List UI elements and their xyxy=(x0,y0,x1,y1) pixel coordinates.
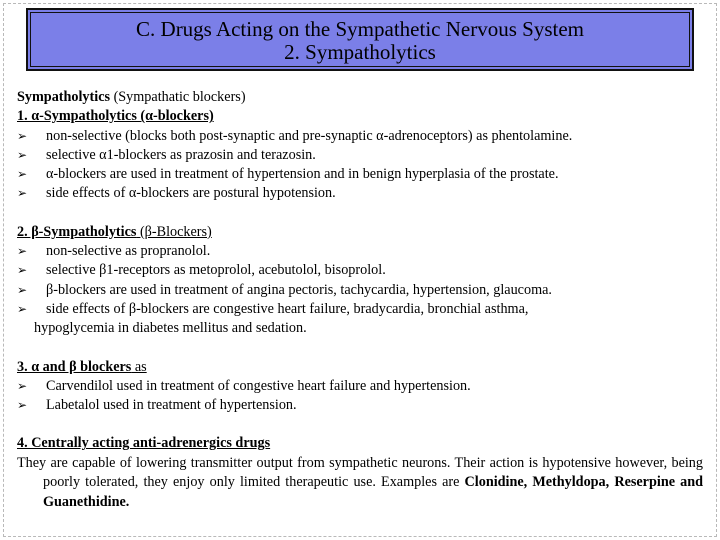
content-body xyxy=(17,88,703,512)
bullet-text: side effects of β-blockers are congestive heart failure, bradycardia, bronchial asthma, xyxy=(46,300,529,317)
spacer xyxy=(17,339,703,358)
section-4-paragraph xyxy=(17,454,703,512)
section-3-heading-bold: 3. α and β blockers xyxy=(17,358,132,375)
bullet-text: selective β1-receptors as metoprolol, acebutolol, bisoprolol. xyxy=(46,262,386,279)
section-2-bullet xyxy=(17,242,703,261)
arrow-bullet-icon: ➢ xyxy=(17,167,28,182)
section-1-bullet xyxy=(17,165,703,184)
section-3-heading-rest: as xyxy=(131,358,147,375)
section-2-heading xyxy=(17,223,703,242)
section-1-heading-text: 1. α-Sympatholytics (α-blockers) xyxy=(17,108,214,125)
bullet-text: non-selective (blocks both post-synaptic and pre-synaptic α-adrenoceptors) as phentolamine. xyxy=(46,127,573,144)
bullet-text: non-selective as propranolol. xyxy=(46,243,211,260)
section-4-body: They are capable of lowering transmitter output from sympathetic neurons. Their action is hypotensive however, being poorly tolerated, they enjoy only limited therapeutic use. Examples are xyxy=(17,454,703,491)
section-2-bullet xyxy=(17,261,703,280)
bullet-text: β-blockers are used in treatment of angina pectoris, tachycardia, hypertension, glaucoma. xyxy=(46,281,552,298)
title-line-1: C. Drugs Acting on the Sympathetic Nervous System xyxy=(136,17,584,41)
intro-rest: (Sympathatic blockers) xyxy=(110,89,246,105)
section-2-bullet xyxy=(17,300,703,319)
arrow-bullet-icon: ➢ xyxy=(17,186,28,201)
bullet-text: selective α1-blockers as prazosin and terazosin. xyxy=(46,146,316,163)
arrow-bullet-icon: ➢ xyxy=(17,301,28,316)
arrow-bullet-icon: ➢ xyxy=(17,378,28,393)
bullet-text: Carvendilol used in treatment of congestive heart failure and hypertension. xyxy=(46,377,471,394)
section-4-heading xyxy=(17,434,703,453)
intro-head: Sympatholytics xyxy=(17,89,111,105)
section-1-heading xyxy=(17,107,703,126)
section-2-continuation: hypoglycemia in diabetes mellitus and sedation. xyxy=(34,320,307,337)
section-2-heading-rest: (β-Blockers) xyxy=(136,223,212,240)
arrow-bullet-icon: ➢ xyxy=(17,398,28,413)
section-2-bullet xyxy=(17,281,703,300)
intro-line xyxy=(17,88,703,107)
arrow-bullet-icon: ➢ xyxy=(17,244,28,259)
bullet-text: Labetalol used in treatment of hypertension. xyxy=(46,397,297,414)
arrow-bullet-icon: ➢ xyxy=(17,263,28,278)
section-1-bullet xyxy=(17,184,703,203)
section-4-examples: Clonidine, Methyldopa, Reserpine and Guanethidine. xyxy=(43,474,703,510)
spacer xyxy=(17,415,703,434)
title-line-2: 2. Sympatholytics xyxy=(284,40,436,64)
arrow-bullet-icon: ➢ xyxy=(17,147,28,162)
arrow-bullet-icon: ➢ xyxy=(17,282,28,297)
section-4-heading-text: 4. Centrally acting anti-adrenergics drugs xyxy=(17,435,271,452)
section-1-bullet xyxy=(17,146,703,165)
bullet-text: side effects of α-blockers are postural hypotension. xyxy=(46,185,336,202)
section-1-bullet xyxy=(17,127,703,146)
arrow-bullet-icon: ➢ xyxy=(17,128,28,143)
section-3-heading xyxy=(17,358,703,377)
bullet-text: α-blockers are used in treatment of hypertension and in benign hyperplasia of the prostate. xyxy=(46,166,559,183)
section-3-bullet xyxy=(17,377,703,396)
title-box xyxy=(26,8,694,71)
section-2-heading-bold: 2. β-Sympatholytics xyxy=(17,223,137,240)
section-3-bullet xyxy=(17,396,703,415)
spacer xyxy=(17,204,703,223)
